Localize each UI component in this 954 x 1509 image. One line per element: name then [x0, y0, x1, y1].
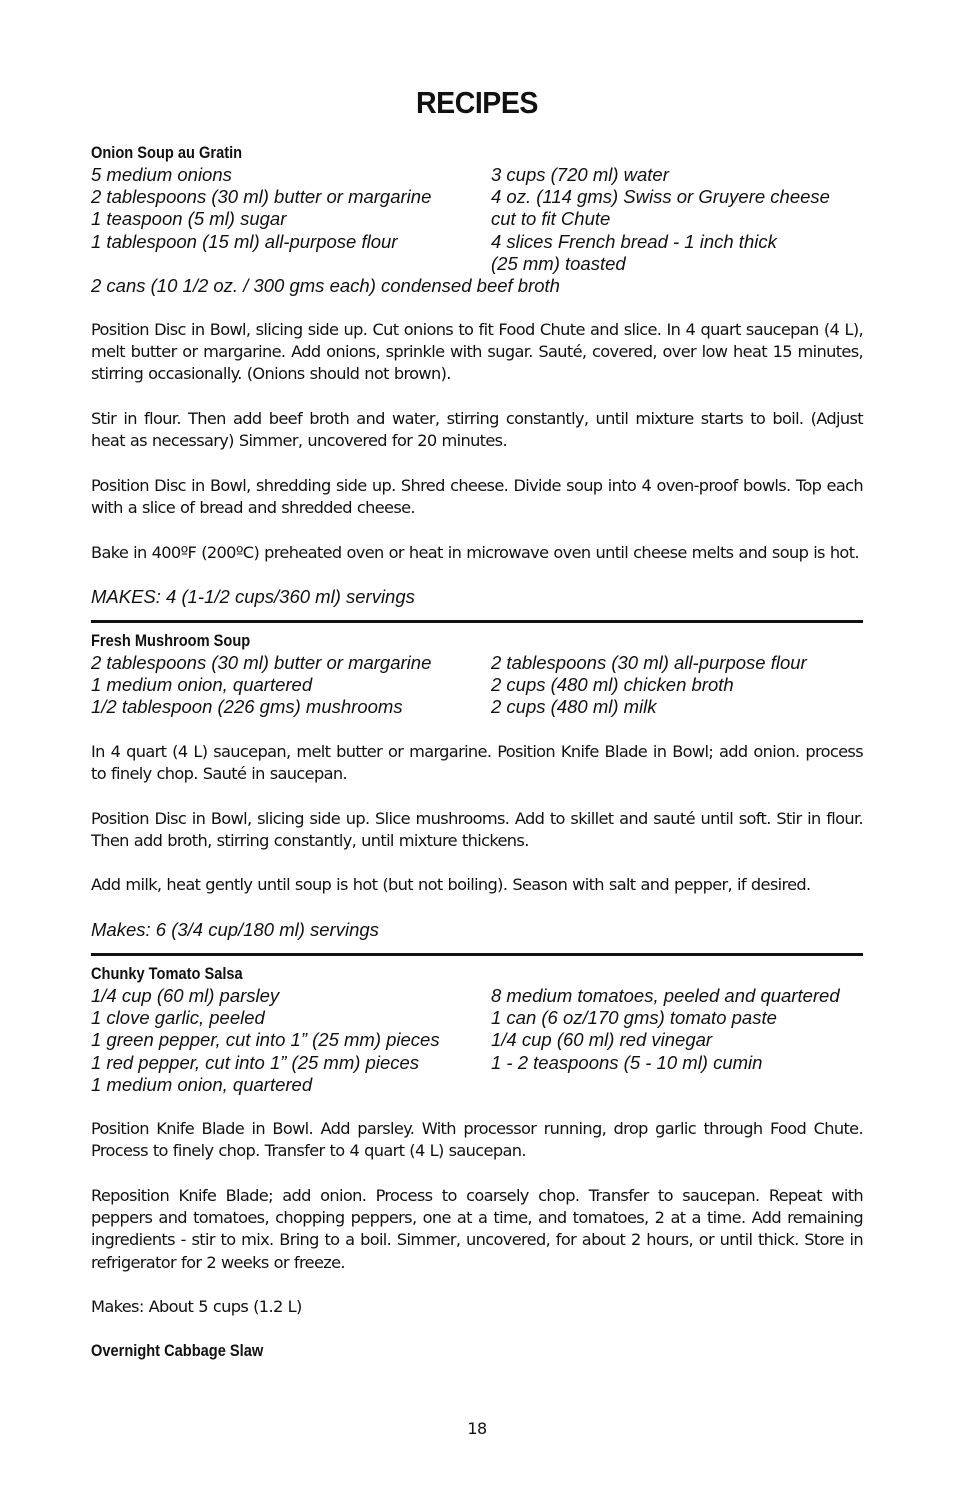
ingredient: 2 tablespoons (30 ml) butter or margarine — [91, 652, 432, 673]
ingredients-left — [91, 164, 431, 253]
ingredient: 1/4 cup (60 ml) parsley — [91, 985, 280, 1006]
ingredients-right — [491, 164, 830, 275]
ingredients-columns — [91, 164, 863, 275]
ingredient-full: 2 cans (10 1/2 oz. / 300 gms each) condensed beef broth — [91, 275, 560, 296]
ingredient: 3 cups (720 ml) water — [491, 164, 669, 185]
step: Position Disc in Bowl, slicing side up. Slice mushrooms. Add to skillet and sauté until soft. Stir in flour. Then add broth, stirring constantly, until mixture thickens. — [91, 809, 863, 851]
recipe-title: Overnight Cabbage Slaw — [91, 1341, 264, 1360]
recipe-title: Fresh Mushroom Soup — [91, 631, 251, 650]
recipe-cabbage-slaw — [91, 1340, 863, 1362]
ingredient: 5 medium onions — [91, 164, 232, 185]
ingredient: (25 mm) toasted — [491, 252, 626, 274]
recipe-onion-soup — [91, 142, 863, 297]
ingredient: 2 cups (480 ml) chicken broth — [491, 674, 734, 696]
divider — [91, 953, 863, 956]
ingredients-columns — [91, 985, 863, 1096]
ingredient: 1 medium onion, quartered — [91, 1073, 313, 1095]
ingredient: 1 red pepper, cut into 1” (25 mm) pieces — [91, 1051, 420, 1073]
step: Bake in 400ºF (200ºC) preheated oven or heat in microwave oven until cheese melts and soup is hot. — [91, 543, 859, 562]
ingredient: 1/4 cup (60 ml) red vinegar — [491, 1029, 713, 1051]
makes-line: Makes: 6 (3/4 cup/180 ml) servings — [91, 919, 379, 940]
ingredient: 2 cups (480 ml) milk — [491, 696, 657, 718]
ingredients-columns — [91, 652, 863, 719]
ingredient: 2 tablespoons (30 ml) butter or margarine — [91, 186, 432, 208]
ingredient: 2 tablespoons (30 ml) all-purpose flour — [491, 652, 807, 673]
recipe-title: Chunky Tomato Salsa — [91, 964, 243, 983]
ingredient: cut to fit Chute — [491, 208, 611, 230]
step: Position Knife Blade in Bowl. Add parsley. With processor running, drop garlic through Food Chute. Process to finely chop. Transfer to 4 quart (4 L) saucepan. — [91, 1119, 863, 1161]
ingredients-left — [91, 652, 431, 719]
ingredient: 1 clove garlic, peeled — [91, 1007, 265, 1029]
step: Add milk, heat gently until soup is hot (but not boiling). Season with salt and pepper, if desired. — [91, 875, 811, 894]
ingredient: 1 can (6 oz/170 gms) tomato paste — [491, 1007, 777, 1029]
step: Reposition Knife Blade; add onion. Process to coarsely chop. Transfer to saucepan. Repeat with peppers and tomatoes, chopping peppers, one at a time, and tomatoes, 2 at a time. Add remaining ingredients - stir to mix. Bring to a boil. Simmer, uncovered, for about 2 hours, or until thick. Store in refrigerator for 2 weeks or freeze. — [91, 1186, 863, 1272]
ingredient: 1 - 2 teaspoons (5 - 10 ml) cumin — [491, 1051, 763, 1073]
step: Position Disc in Bowl, shredding side up. Shred cheese. Divide soup into 4 oven-proof bowls. Top each with a slice of bread and shredded cheese. — [91, 476, 863, 518]
step: In 4 quart (4 L) saucepan, melt butter or margarine. Position Knife Blade in Bowl; add onion. process to finely chop. Sauté in saucepan. — [91, 742, 863, 784]
ingredients-right — [491, 652, 807, 719]
divider — [91, 620, 863, 623]
page-title: RECIPES — [415, 85, 538, 120]
step: Stir in flour. Then add beef broth and water, stirring constantly, until mixture starts to boil. (Adjust heat as necessary) Simmer, uncovered for 20 minutes. — [91, 409, 863, 451]
ingredient: 4 slices French bread - 1 inch thick — [491, 230, 777, 252]
ingredient: 1 medium onion, quartered — [91, 674, 313, 696]
ingredients-right — [491, 985, 840, 1074]
ingredient: 1 tablespoon (15 ml) all-purpose flour — [91, 230, 398, 252]
ingredient: 8 medium tomatoes, peeled and quartered — [491, 985, 840, 1006]
ingredient: 1 green pepper, cut into 1” (25 mm) pieces — [91, 1029, 440, 1051]
recipe-tomato-salsa — [91, 963, 863, 1096]
ingredient: 1/2 tablespoon (226 gms) mushrooms — [91, 696, 403, 718]
makes-line: Makes: About 5 cups (1.2 L) — [91, 1297, 302, 1316]
ingredients-left — [91, 985, 440, 1096]
recipe-title: Onion Soup au Gratin — [91, 143, 243, 162]
step: Position Disc in Bowl, slicing side up. Cut onions to fit Food Chute and slice. In 4 quart saucepan (4 L), melt butter or margarine. Add onions, sprinkle with sugar. Sauté, covered, over low heat 15 minutes, stirring occasionally. (Onions should not brown). — [91, 320, 863, 384]
recipe-mushroom-soup — [91, 630, 863, 719]
ingredient: 4 oz. (114 gms) Swiss or Gruyere cheese — [491, 186, 830, 208]
ingredient: 1 teaspoon (5 ml) sugar — [91, 208, 287, 230]
page-number: 18 — [467, 1419, 487, 1438]
makes-line: MAKES: 4 (1-1/2 cups/360 ml) servings — [91, 586, 415, 607]
